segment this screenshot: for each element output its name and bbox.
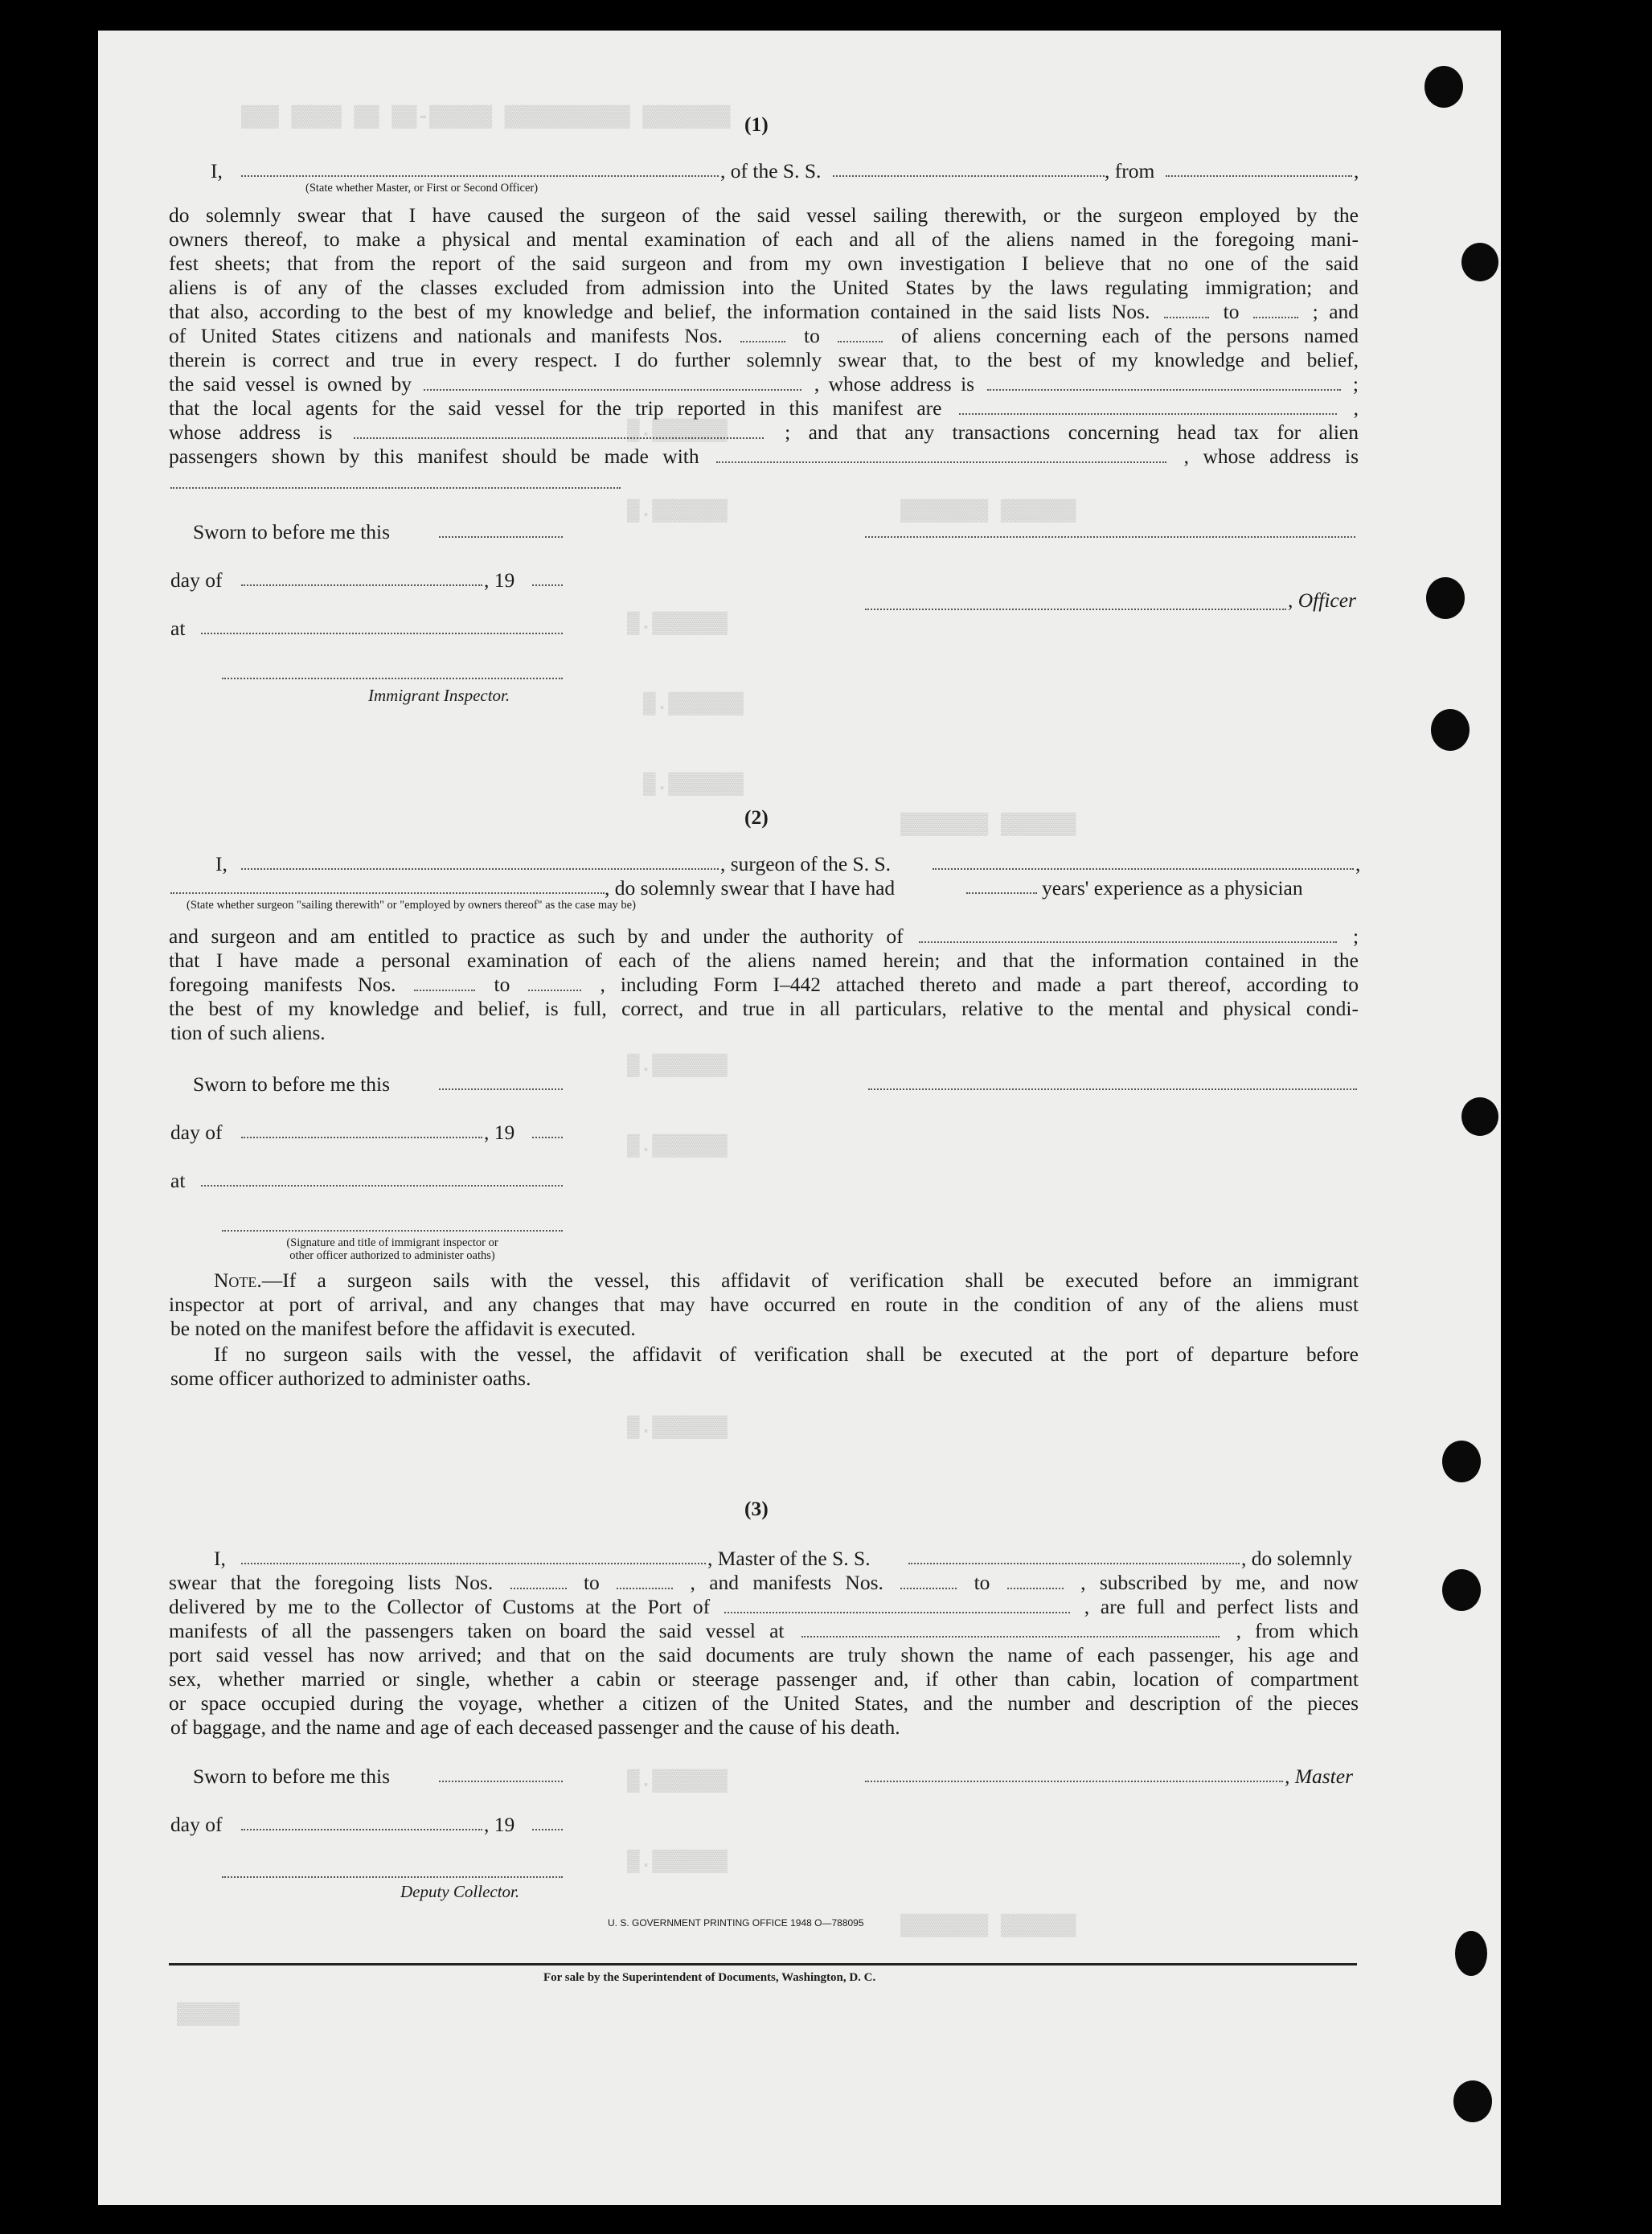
vessel-owner-field[interactable] [424, 375, 801, 391]
s3-text-6: or space occupied during the voyage, whether a citizen of the United States, and the number and description of the pieces [169, 1691, 1359, 1715]
s3-day-of-label: day of [170, 1813, 223, 1836]
note-label: Note. [214, 1269, 262, 1292]
s1-text-9a: that the local agents for the said vessel for the trip reported in this manifest are [169, 396, 942, 420]
section1-heading: (1) [744, 113, 769, 136]
s3-master-signature-field[interactable] [865, 1781, 1283, 1782]
s1-text-6a: of United States citizens and nationals and manifests Nos. [169, 324, 723, 347]
punch-hole [1461, 243, 1498, 281]
officer-label: , Officer [1288, 588, 1356, 612]
s1-text-6c: of aliens concerning each of the persons named [901, 324, 1359, 347]
s1-text-3: fest sheets; that from the report of the said surgeon and from my own investigation I believe that no one of the said [169, 252, 1359, 275]
s3-text-1c: , and manifests Nos. [690, 1571, 883, 1594]
note-line-5: some officer authorized to administer oaths. [170, 1367, 531, 1390]
s3-text-1a: swear that the foregoing lists Nos. [169, 1571, 494, 1594]
s2-inspector-signature-field[interactable] [222, 1230, 563, 1232]
punch-hole [1426, 577, 1465, 619]
section3-i: I, [214, 1547, 226, 1570]
s3-text-1 [169, 1571, 1359, 1595]
s2-at-field[interactable] [201, 1185, 563, 1187]
s1-day-field[interactable] [241, 584, 482, 586]
surgeon-caption: (State whether surgeon "sailing therewith" or "employed by owners thereof" as the case may be) [187, 899, 636, 912]
deputy-collector-label: Deputy Collector. [400, 1882, 520, 1901]
solemnly-swear-had-label: , do solemnly swear that I have had [605, 876, 896, 900]
from-port-field[interactable] [1166, 175, 1352, 177]
s2-text-1a: and surgeon and am entitled to practice as such by and under the authority of [169, 924, 904, 948]
s3-text-3b: , from which [1236, 1619, 1359, 1642]
note-line-2: inspector at port of arrival, and any changes that may have occurred en route in the condition of any of the aliens must [169, 1293, 1359, 1316]
s1-text-8 [169, 372, 1359, 396]
printing-office-imprint: U. S. GOVERNMENT PRINTING OFFICE 1948 O—788095 [608, 1917, 864, 1929]
s2-text-5: tion of such aliens. [170, 1021, 326, 1044]
punch-hole [1453, 2080, 1492, 2122]
s1-text-10 [169, 420, 1359, 445]
s3-text-3 [169, 1619, 1359, 1643]
master-name-field[interactable] [241, 1563, 706, 1564]
s3-text-5: sex, whether married or single, whether a cabin or steerage passenger and, if other than cabin, location of compartment [169, 1667, 1359, 1691]
s1-text-4: aliens is of any of the classes excluded from admission into the United States by the laws regulating immigration; and [169, 276, 1359, 299]
s1-day-of-label: day of [170, 568, 223, 592]
s1-text-1: do solemnly swear that I have caused the surgeon of the said vessel sailing therewith, or the surgeon employed by the [169, 203, 1359, 227]
punch-hole [1431, 709, 1470, 751]
s1-text-9b: , [1353, 396, 1359, 420]
surgeon-status-field[interactable] [170, 892, 605, 894]
s2-text-3c: , including Form I–442 attached thereto and made a part thereof, according to [600, 973, 1359, 996]
from-label: , from [1105, 159, 1155, 182]
s3-year-field[interactable] [532, 1829, 563, 1830]
s1-officer-signature-field[interactable] [865, 536, 1355, 538]
s3-lists-to-field[interactable] [617, 1573, 673, 1589]
officer-caption: (State whether Master, or First or Second Officer) [305, 182, 539, 195]
do-solemnly-label: , do solemnly [1241, 1547, 1353, 1570]
s2-text-2: that I have made a personal examination of each of the aliens named herein; and that the information contained in the [169, 949, 1359, 972]
officer-name-field[interactable] [241, 175, 719, 177]
s3-text-4: port said vessel has now arrived; and that on the said documents are truly shown the name of each passenger, his age and [169, 1643, 1359, 1666]
s1-text-8b: , whose address is [814, 372, 975, 396]
lists-from-field[interactable] [1164, 302, 1209, 318]
lists-to-field[interactable] [1253, 302, 1298, 318]
s1-sworn-label: Sworn to before me this [193, 520, 391, 543]
s1-text-10a: whose address is [169, 420, 333, 444]
s2-at-label: at [170, 1169, 186, 1192]
punch-hole [1455, 1931, 1487, 1976]
surgeon-name-field[interactable] [241, 868, 719, 870]
s2-line1-comma: , [1355, 852, 1361, 875]
s2-text-4: the best of my knowledge and belief, is full, correct, and true in all particulars, relative to the mental and physical condi- [169, 997, 1359, 1020]
note-line-3: be noted on the manifest before the affidavit is executed. [170, 1317, 636, 1340]
s1-text-2: owners thereof, to make a physical and mental examination of each and all of the aliens named in the foregoing mani- [169, 227, 1359, 251]
punch-hole [1442, 1569, 1481, 1611]
s3-vessel-name-field[interactable] [908, 1563, 1240, 1564]
s2-text-1b: ; [1352, 924, 1359, 948]
s1-sworn-date-field[interactable] [439, 536, 563, 538]
s2-year-field[interactable] [532, 1137, 563, 1138]
line1-comma: , [1354, 159, 1359, 182]
s2-signature-caption-1: (Signature and title of immigrant inspector or [286, 1236, 498, 1249]
vessel-name-field[interactable] [833, 175, 1105, 177]
punch-hole [1461, 1097, 1498, 1136]
s1-inspector-signature-field[interactable] [222, 678, 563, 679]
s1-year-field[interactable] [532, 584, 563, 586]
s1-text-11a: passengers shown by this manifest should be made with [169, 445, 699, 468]
section3-heading: (3) [744, 1497, 769, 1520]
s2-text-3b: to [494, 973, 510, 996]
note-line-1 [214, 1269, 1359, 1293]
years-experience-field[interactable] [966, 892, 1037, 894]
of-the-ss-label: , of the S. S. [720, 159, 822, 182]
master-label: , Master [1285, 1765, 1353, 1788]
s1-year-label: , 19 [484, 568, 515, 592]
for-sale-imprint: For sale by the Superintendent of Documents, Washington, D. C. [543, 1971, 876, 1984]
s1-text-5 [169, 300, 1359, 324]
s2-surgeon-signature-field[interactable] [868, 1088, 1357, 1090]
head-tax-contact-field[interactable] [716, 447, 1166, 463]
s2-vessel-name-field[interactable] [933, 868, 1354, 870]
s2-sworn-date-field[interactable] [439, 1088, 563, 1090]
s2-text-3 [169, 973, 1359, 997]
note-text-1: —If a surgeon sails with the vessel, this affidavit of verification shall be executed before an immigrant [261, 1269, 1359, 1292]
s3-collector-signature-field[interactable] [222, 1876, 563, 1878]
owner-address-field[interactable] [987, 375, 1341, 391]
punch-hole [1424, 66, 1463, 108]
s3-text-1b: to [583, 1571, 600, 1594]
years-experience-label: years' experience as a physician [1042, 876, 1303, 900]
s1-at-label: at [170, 617, 186, 640]
port-of-embarkation-field[interactable] [801, 1621, 1220, 1638]
s1-text-5b: to [1223, 300, 1240, 323]
s3-year-label: , 19 [484, 1813, 515, 1836]
s2-day-of-label: day of [170, 1121, 223, 1144]
s1-text-11b: , whose address is [1183, 445, 1359, 468]
s2-text-1 [169, 924, 1359, 949]
s2-year-label: , 19 [484, 1121, 515, 1144]
s1-text-6 [169, 324, 1359, 348]
local-agents-field[interactable] [959, 399, 1337, 415]
section2-heading: (2) [744, 805, 769, 829]
head-tax-address-field[interactable] [170, 487, 621, 489]
practice-authority-field[interactable] [919, 927, 1337, 943]
s1-text-5c: ; and [1312, 300, 1359, 323]
manifests-from-field[interactable] [740, 326, 785, 342]
s3-sworn-date-field[interactable] [439, 1781, 563, 1782]
s1-text-7: therein is correct and true in every respect. I do further solemnly swear that, to the best of my knowledge and belief, [169, 348, 1359, 371]
s1-text-5a: that also, according to the best of my knowledge and belief, the information contained in the said lists Nos. [169, 300, 1150, 323]
s1-text-9 [169, 396, 1359, 420]
s3-text-2b: , are full and perfect lists and [1084, 1595, 1359, 1618]
s1-text-10b: ; and that any transactions concerning head tax for alien [785, 420, 1359, 444]
note-line-4: If no surgeon sails with the vessel, the affidavit of verification shall be executed at the port of departure before [214, 1342, 1359, 1366]
s1-text-6b: to [804, 324, 820, 347]
s2-text-3a: foregoing manifests Nos. [169, 973, 396, 996]
s1-officer-title-field[interactable] [865, 609, 1286, 610]
s3-lists-from-field[interactable] [510, 1573, 567, 1589]
section2-i: I, [215, 852, 228, 875]
surgeon-of-ss-label: , surgeon of the S. S. [720, 852, 892, 875]
section1-i: I, [211, 159, 223, 182]
footer-rule [169, 1963, 1357, 1966]
s2-manifests-to-field[interactable] [528, 975, 581, 991]
s1-text-11 [169, 445, 1359, 469]
s3-text-7: of baggage, and the name and age of each deceased passenger and the cause of his death. [170, 1715, 900, 1739]
s3-text-1e: , subscribed by me, and now [1080, 1571, 1359, 1594]
immigrant-inspector-label: Immigrant Inspector. [368, 686, 510, 705]
s3-manifests-from-field[interactable] [900, 1573, 957, 1589]
s1-text-8c: ; [1352, 372, 1359, 396]
s2-sworn-label: Sworn to before me this [193, 1072, 391, 1096]
s2-day-field[interactable] [241, 1137, 482, 1138]
s2-manifests-from-field[interactable] [414, 975, 475, 991]
s3-text-2 [169, 1595, 1359, 1619]
s2-signature-caption-2: other officer authorized to administer oaths) [289, 1249, 495, 1262]
punch-hole [1442, 1441, 1481, 1482]
s3-text-1d: to [974, 1571, 990, 1594]
port-of-arrival-field[interactable] [724, 1597, 1070, 1613]
master-of-ss-label: , Master of the S. S. [707, 1547, 871, 1570]
s3-text-2a: delivered by me to the Collector of Customs at the Port of [169, 1595, 711, 1618]
s3-manifests-to-field[interactable] [1007, 1573, 1064, 1589]
s1-text-8a: the said vessel is owned by [169, 372, 412, 396]
s1-at-field[interactable] [201, 633, 563, 634]
s3-day-field[interactable] [241, 1829, 482, 1830]
s3-text-3a: manifests of all the passengers taken on board the said vessel at [169, 1619, 785, 1642]
agents-address-field[interactable] [354, 423, 764, 439]
manifests-to-field[interactable] [838, 326, 883, 342]
s3-sworn-label: Sworn to before me this [193, 1765, 391, 1788]
